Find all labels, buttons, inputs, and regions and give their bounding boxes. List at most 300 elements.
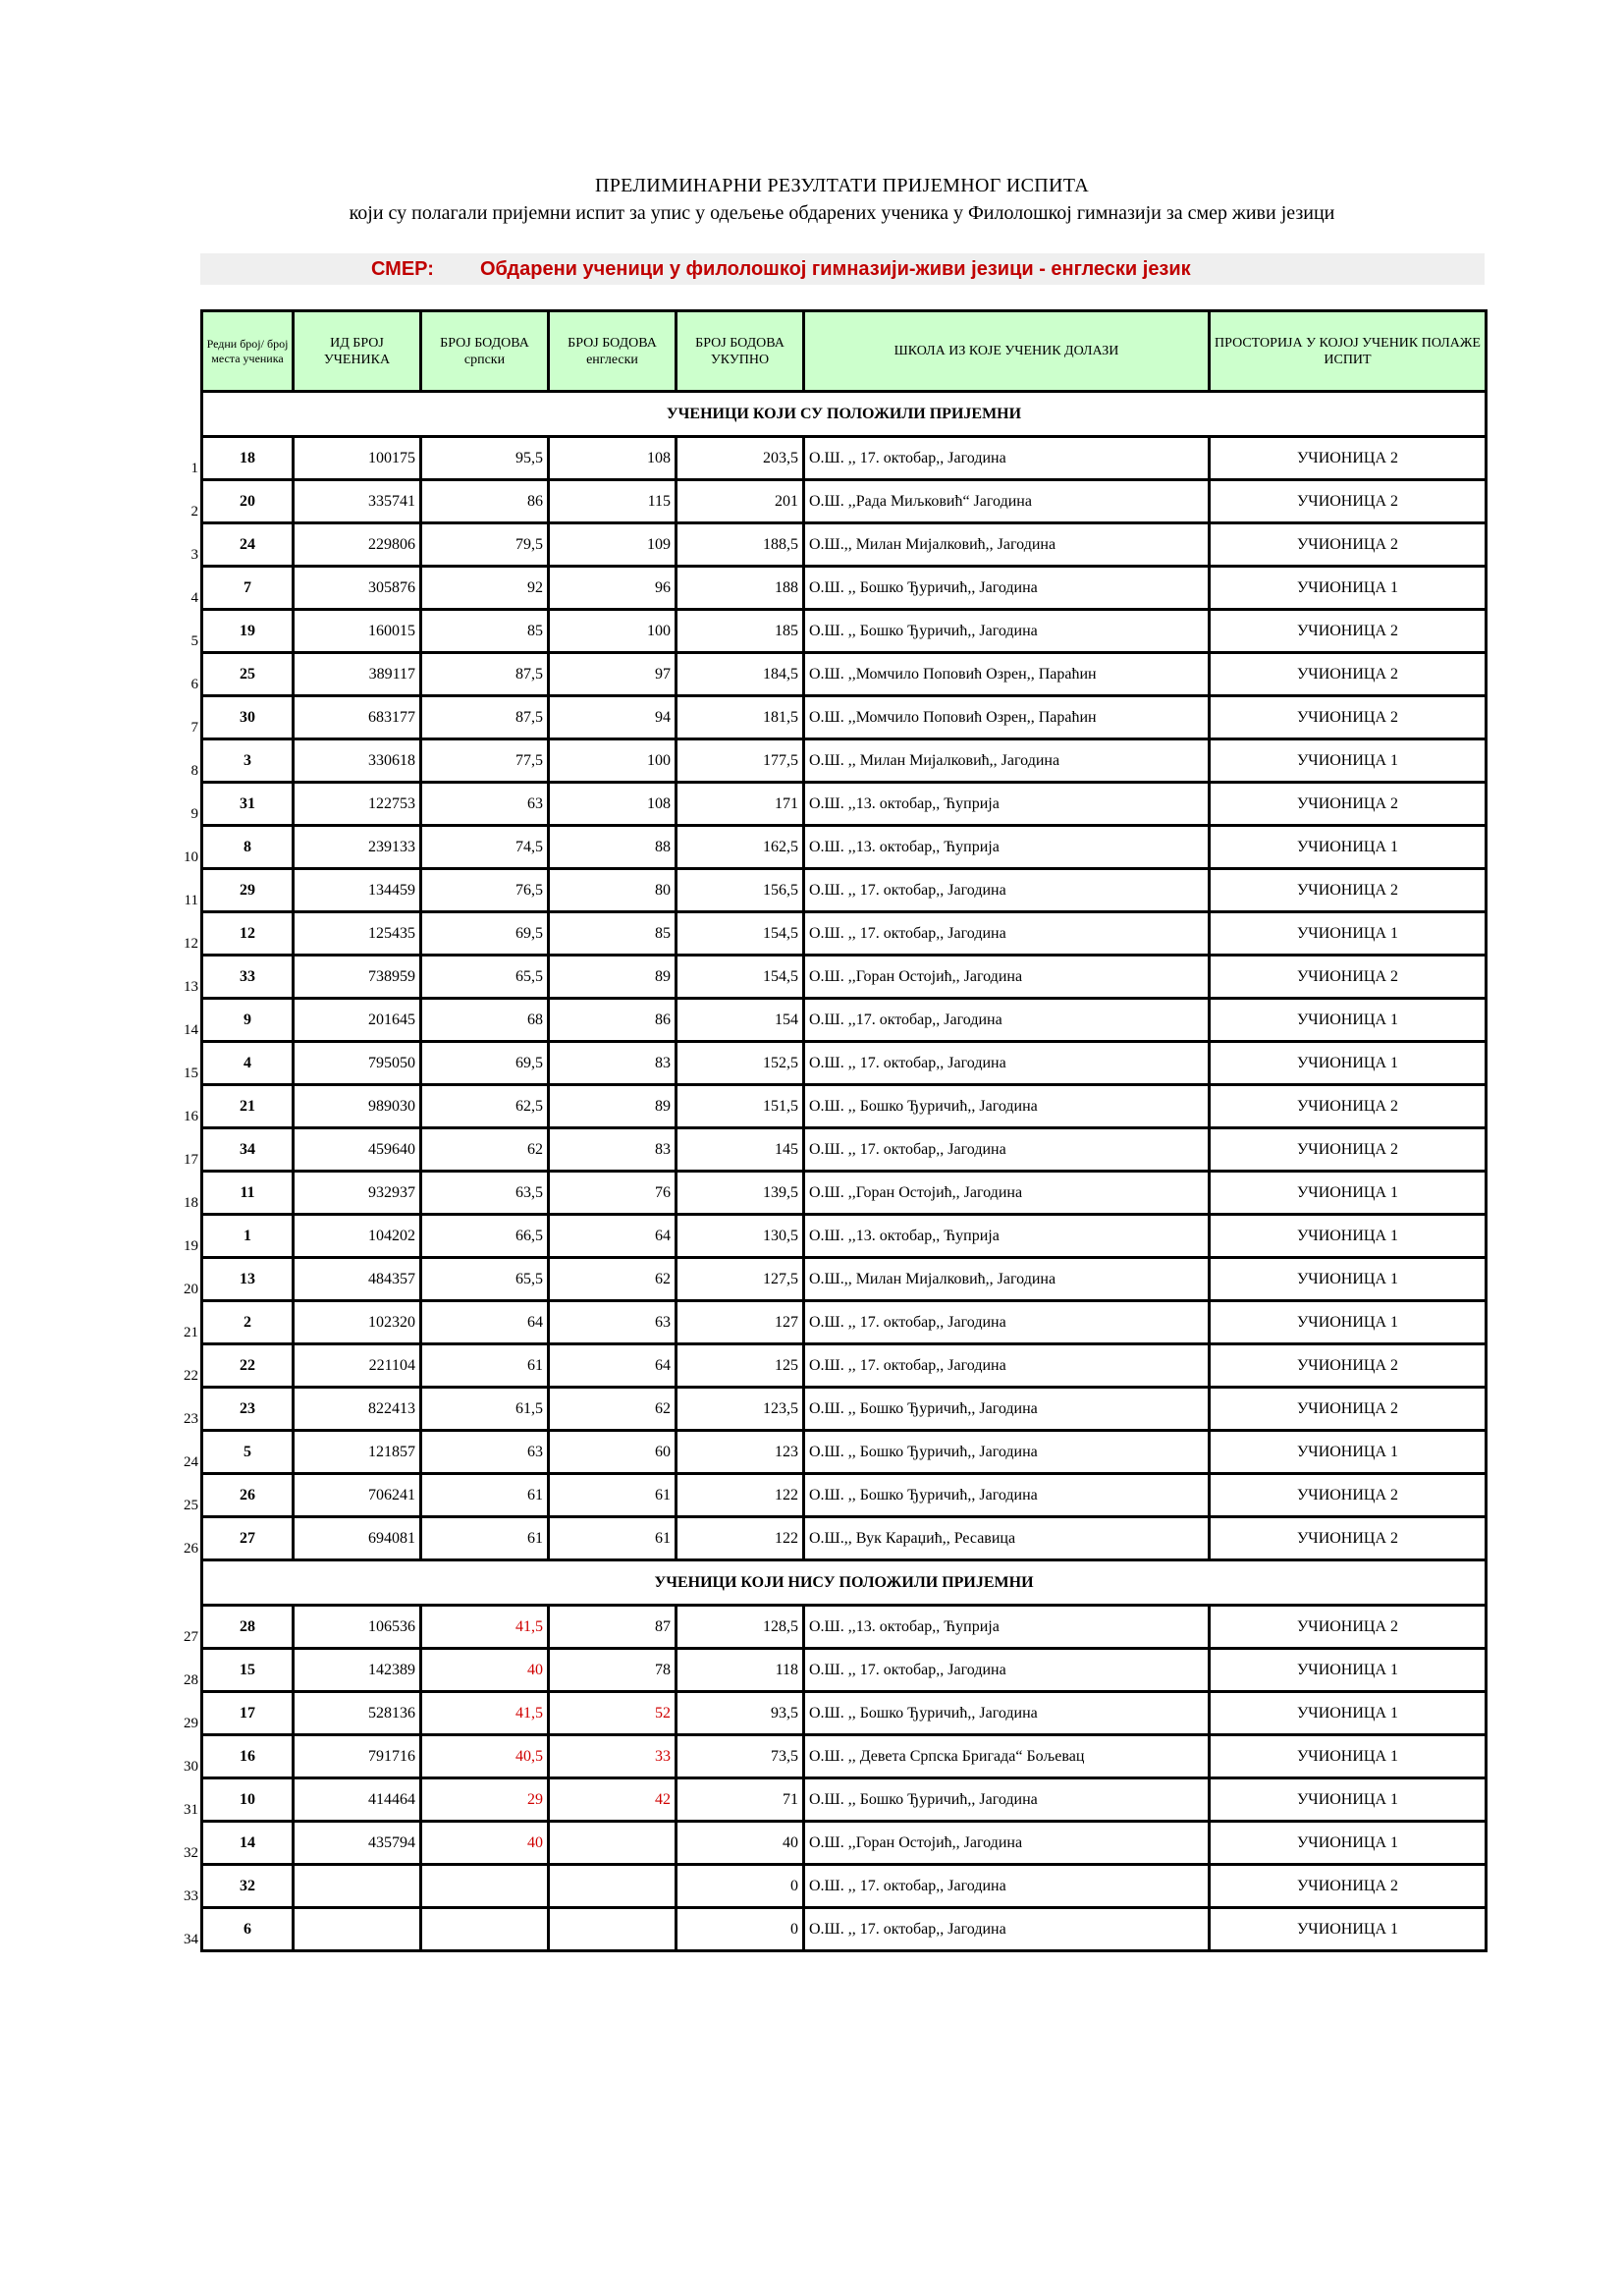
cell-room: УЧИОНИЦА 1 <box>1210 1778 1487 1822</box>
cell-student-id: 122753 <box>294 783 421 826</box>
cell-total-points: 40 <box>677 1822 804 1865</box>
cell-student-id: 389117 <box>294 653 421 696</box>
cell-school: О.Ш. ,, Бошко Ђуричић,, Јагодина <box>804 1388 1210 1431</box>
cell-english-points: 108 <box>549 437 677 480</box>
cell-serbian-points: 62 <box>421 1128 549 1172</box>
row-number: 33 <box>184 1888 198 1904</box>
cell-room: УЧИОНИЦА 1 <box>1210 1042 1487 1085</box>
cell-total-points: 188 <box>677 567 804 610</box>
cell-english-points: 80 <box>549 869 677 912</box>
cell-english-points <box>549 1822 677 1865</box>
cell-student-id: 795050 <box>294 1042 421 1085</box>
cell-total-points: 139,5 <box>677 1172 804 1215</box>
cell-total-points: 73,5 <box>677 1735 804 1778</box>
table-row <box>202 912 1487 956</box>
cell-rank: 32 <box>202 1865 294 1908</box>
cell-english-points: 42 <box>549 1778 677 1822</box>
cell-room: УЧИОНИЦА 2 <box>1210 480 1487 523</box>
cell-total-points: 177,5 <box>677 739 804 783</box>
cell-serbian-points: 40,5 <box>421 1735 549 1778</box>
table-row <box>202 1042 1487 1085</box>
cell-rank: 16 <box>202 1735 294 1778</box>
cell-room: УЧИОНИЦА 1 <box>1210 1215 1487 1258</box>
cell-rank: 22 <box>202 1344 294 1388</box>
cell-school: О.Ш. ,, Бошко Ђуричић,, Јагодина <box>804 1778 1210 1822</box>
cell-student-id: 229806 <box>294 523 421 567</box>
row-number: 26 <box>184 1541 198 1557</box>
cell-total-points: 127,5 <box>677 1258 804 1301</box>
cell-serbian-points: 61 <box>421 1474 549 1517</box>
cell-school: О.Ш.,, Милан Мијалковић,, Јагодина <box>804 1258 1210 1301</box>
row-number: 23 <box>184 1411 198 1427</box>
cell-total-points: 185 <box>677 610 804 653</box>
track-banner <box>200 253 1485 285</box>
cell-school: О.Ш. ,, Милан Мијалковић,, Јагодина <box>804 739 1210 783</box>
cell-english-points: 33 <box>549 1735 677 1778</box>
track-label: СМЕР: <box>371 258 434 280</box>
cell-room: УЧИОНИЦА 2 <box>1210 1865 1487 1908</box>
table-row <box>202 869 1487 912</box>
cell-serbian-points: 85 <box>421 610 549 653</box>
table-row <box>202 1649 1487 1692</box>
row-number: 7 <box>190 720 198 736</box>
cell-serbian-points: 63 <box>421 783 549 826</box>
cell-rank: 33 <box>202 956 294 999</box>
cell-room: УЧИОНИЦА 2 <box>1210 653 1487 696</box>
cell-student-id: 738959 <box>294 956 421 999</box>
cell-english-points: 100 <box>549 610 677 653</box>
table-row <box>202 480 1487 523</box>
cell-room: УЧИОНИЦА 2 <box>1210 956 1487 999</box>
col-header-rank: Редни број/ број места ученика <box>202 311 294 392</box>
header-row <box>202 311 1487 392</box>
cell-english-points: 97 <box>549 653 677 696</box>
cell-student-id: 142389 <box>294 1649 421 1692</box>
cell-rank: 14 <box>202 1822 294 1865</box>
row-number: 1 <box>190 461 198 476</box>
cell-total-points: 162,5 <box>677 826 804 869</box>
cell-student-id: 989030 <box>294 1085 421 1128</box>
table-row <box>202 1128 1487 1172</box>
cell-rank: 11 <box>202 1172 294 1215</box>
cell-total-points: 123,5 <box>677 1388 804 1431</box>
cell-school: О.Ш. ,, Бошко Ђуричић,, Јагодина <box>804 1474 1210 1517</box>
cell-serbian-points: 41,5 <box>421 1606 549 1649</box>
cell-student-id <box>294 1908 421 1951</box>
cell-total-points: 154,5 <box>677 956 804 999</box>
cell-room: УЧИОНИЦА 2 <box>1210 1085 1487 1128</box>
table-row <box>202 783 1487 826</box>
cell-rank: 31 <box>202 783 294 826</box>
cell-rank: 18 <box>202 437 294 480</box>
table-row <box>202 523 1487 567</box>
cell-rank: 21 <box>202 1085 294 1128</box>
row-number: 18 <box>184 1195 198 1211</box>
cell-english-points: 61 <box>549 1517 677 1560</box>
page-title: ПРЕЛИМИНАРНИ РЕЗУЛТАТИ ПРИЈЕМНОГ ИСПИТА <box>594 175 1090 196</box>
cell-english-points: 86 <box>549 999 677 1042</box>
cell-english-points: 62 <box>549 1258 677 1301</box>
cell-total-points: 156,5 <box>677 869 804 912</box>
cell-student-id: 330618 <box>294 739 421 783</box>
cell-serbian-points: 68 <box>421 999 549 1042</box>
table-row <box>202 1258 1487 1301</box>
table-row <box>202 1735 1487 1778</box>
table-row <box>202 826 1487 869</box>
cell-student-id: 305876 <box>294 567 421 610</box>
cell-english-points: 96 <box>549 567 677 610</box>
row-number: 34 <box>184 1932 198 1947</box>
row-number: 9 <box>190 806 198 822</box>
cell-rank: 3 <box>202 739 294 783</box>
cell-serbian-points: 87,5 <box>421 696 549 739</box>
cell-room: УЧИОНИЦА 2 <box>1210 1388 1487 1431</box>
cell-room: УЧИОНИЦА 2 <box>1210 783 1487 826</box>
section-passed <box>202 392 1487 437</box>
cell-total-points: 130,5 <box>677 1215 804 1258</box>
row-number: 15 <box>184 1066 198 1081</box>
cell-english-points: 89 <box>549 1085 677 1128</box>
cell-school: О.Ш. ,,Момчило Поповић Озрен,, Параћин <box>804 653 1210 696</box>
cell-student-id: 822413 <box>294 1388 421 1431</box>
row-number: 25 <box>184 1498 198 1513</box>
cell-total-points: 122 <box>677 1474 804 1517</box>
row-number: 31 <box>184 1802 198 1818</box>
cell-total-points: 122 <box>677 1517 804 1560</box>
cell-serbian-points: 29 <box>421 1778 549 1822</box>
cell-english-points: 60 <box>549 1431 677 1474</box>
cell-total-points: 201 <box>677 480 804 523</box>
cell-school: О.Ш. ,,13. октобар,, Ћуприја <box>804 1606 1210 1649</box>
cell-room: УЧИОНИЦА 1 <box>1210 1172 1487 1215</box>
cell-english-points: 83 <box>549 1128 677 1172</box>
row-number: 32 <box>184 1845 198 1861</box>
cell-serbian-points: 65,5 <box>421 956 549 999</box>
cell-total-points: 0 <box>677 1865 804 1908</box>
row-number: 22 <box>184 1368 198 1384</box>
cell-student-id: 528136 <box>294 1692 421 1735</box>
cell-student-id: 932937 <box>294 1172 421 1215</box>
cell-school: О.Ш. ,, 17. октобар,, Јагодина <box>804 1649 1210 1692</box>
cell-total-points: 145 <box>677 1128 804 1172</box>
cell-serbian-points: 69,5 <box>421 1042 549 1085</box>
cell-school: О.Ш. ,, 17. октобар,, Јагодина <box>804 437 1210 480</box>
cell-room: УЧИОНИЦА 1 <box>1210 1258 1487 1301</box>
cell-student-id: 335741 <box>294 480 421 523</box>
page-subtitle: који су полагали пријемни испит за упис у одељење обдарених ученика у Филолошкој гимназији за смер живи језици <box>349 202 1335 224</box>
cell-total-points: 71 <box>677 1778 804 1822</box>
cell-school: О.Ш. ,, 17. октобар,, Јагодина <box>804 1042 1210 1085</box>
cell-school: О.Ш. ,,Горан Остојић,, Јагодина <box>804 1172 1210 1215</box>
cell-student-id: 102320 <box>294 1301 421 1344</box>
section-failed <box>202 1560 1487 1606</box>
cell-rank: 30 <box>202 696 294 739</box>
row-number: 28 <box>184 1672 198 1688</box>
cell-school: О.Ш. ,, Бошко Ђуричић,, Јагодина <box>804 567 1210 610</box>
cell-total-points: 118 <box>677 1649 804 1692</box>
cell-school: О.Ш.,, Вук Караџић,, Ресавица <box>804 1517 1210 1560</box>
table-row <box>202 956 1487 999</box>
row-number: 13 <box>184 979 198 995</box>
cell-english-points: 89 <box>549 956 677 999</box>
cell-total-points: 93,5 <box>677 1692 804 1735</box>
cell-rank: 24 <box>202 523 294 567</box>
cell-serbian-points: 76,5 <box>421 869 549 912</box>
cell-school: О.Ш. ,, Бошко Ђуричић,, Јагодина <box>804 610 1210 653</box>
table-row <box>202 1865 1487 1908</box>
cell-serbian-points: 79,5 <box>421 523 549 567</box>
cell-school: О.Ш. ,, Девета Српска Бригада“ Бољевац <box>804 1735 1210 1778</box>
cell-room: УЧИОНИЦА 1 <box>1210 1908 1487 1951</box>
cell-serbian-points: 40 <box>421 1822 549 1865</box>
cell-total-points: 0 <box>677 1908 804 1951</box>
cell-english-points <box>549 1865 677 1908</box>
cell-serbian-points: 69,5 <box>421 912 549 956</box>
cell-student-id: 125435 <box>294 912 421 956</box>
cell-serbian-points: 61 <box>421 1344 549 1388</box>
cell-rank: 29 <box>202 869 294 912</box>
row-number: 4 <box>190 590 198 606</box>
cell-rank: 1 <box>202 1215 294 1258</box>
row-number: 10 <box>184 849 198 865</box>
cell-school: О.Ш. ,,Горан Остојић,, Јагодина <box>804 1822 1210 1865</box>
table-row <box>202 1431 1487 1474</box>
cell-english-points: 64 <box>549 1344 677 1388</box>
row-number: 24 <box>184 1454 198 1470</box>
cell-serbian-points: 92 <box>421 567 549 610</box>
cell-serbian-points: 62,5 <box>421 1085 549 1128</box>
cell-total-points: 123 <box>677 1431 804 1474</box>
col-header-serbian: БРОЈ БОДОВА српски <box>421 311 549 392</box>
cell-rank: 20 <box>202 480 294 523</box>
col-header-room: ПРОСТОРИЈА У КОЈОЈ УЧЕНИК ПОЛАЖЕ ИСПИТ <box>1210 311 1487 392</box>
cell-room: УЧИОНИЦА 2 <box>1210 523 1487 567</box>
cell-student-id: 435794 <box>294 1822 421 1865</box>
cell-rank: 13 <box>202 1258 294 1301</box>
cell-rank: 9 <box>202 999 294 1042</box>
cell-rank: 26 <box>202 1474 294 1517</box>
cell-school: О.Ш. ,,Рада Миљковић“ Јагодина <box>804 480 1210 523</box>
cell-serbian-points: 40 <box>421 1649 549 1692</box>
cell-total-points: 152,5 <box>677 1042 804 1085</box>
results-table <box>200 309 1488 1952</box>
cell-english-points: 62 <box>549 1388 677 1431</box>
cell-total-points: 128,5 <box>677 1606 804 1649</box>
row-number: 2 <box>190 504 198 519</box>
cell-school: О.Ш. ,,Горан Остојић,, Јагодина <box>804 956 1210 999</box>
col-header-english: БРОЈ БОДОВА енглески <box>549 311 677 392</box>
cell-serbian-points <box>421 1865 549 1908</box>
cell-student-id: 134459 <box>294 869 421 912</box>
table-row <box>202 610 1487 653</box>
cell-room: УЧИОНИЦА 2 <box>1210 1474 1487 1517</box>
cell-room: УЧИОНИЦА 1 <box>1210 1649 1487 1692</box>
cell-english-points: 78 <box>549 1649 677 1692</box>
cell-school: О.Ш. ,, 17. октобар,, Јагодина <box>804 1908 1210 1951</box>
table-row <box>202 1344 1487 1388</box>
cell-school: О.Ш. ,, 17. октобар,, Јагодина <box>804 1865 1210 1908</box>
cell-serbian-points: 63 <box>421 1431 549 1474</box>
table-row <box>202 1215 1487 1258</box>
table-row <box>202 1474 1487 1517</box>
cell-total-points: 188,5 <box>677 523 804 567</box>
cell-english-points: 109 <box>549 523 677 567</box>
cell-serbian-points: 64 <box>421 1301 549 1344</box>
row-number: 27 <box>184 1629 198 1645</box>
table-row <box>202 1692 1487 1735</box>
cell-rank: 12 <box>202 912 294 956</box>
cell-school: О.Ш. ,,Момчило Поповић Озрен,, Параћин <box>804 696 1210 739</box>
row-number: 20 <box>184 1282 198 1297</box>
cell-room: УЧИОНИЦА 1 <box>1210 826 1487 869</box>
cell-serbian-points: 41,5 <box>421 1692 549 1735</box>
cell-room: УЧИОНИЦА 2 <box>1210 610 1487 653</box>
cell-room: УЧИОНИЦА 1 <box>1210 1692 1487 1735</box>
cell-english-points: 108 <box>549 783 677 826</box>
cell-school: О.Ш. ,,17. октобар,, Јагодина <box>804 999 1210 1042</box>
cell-total-points: 171 <box>677 783 804 826</box>
cell-rank: 23 <box>202 1388 294 1431</box>
cell-student-id: 160015 <box>294 610 421 653</box>
cell-total-points: 127 <box>677 1301 804 1344</box>
cell-english-points: 85 <box>549 912 677 956</box>
cell-room: УЧИОНИЦА 2 <box>1210 437 1487 480</box>
cell-serbian-points: 77,5 <box>421 739 549 783</box>
cell-english-points: 76 <box>549 1172 677 1215</box>
cell-school: О.Ш. ,,13. октобар,, Ћуприја <box>804 1215 1210 1258</box>
cell-english-points: 115 <box>549 480 677 523</box>
cell-student-id: 201645 <box>294 999 421 1042</box>
table-row <box>202 437 1487 480</box>
col-header-total: БРОЈ БОДОВА УКУПНО <box>677 311 804 392</box>
cell-english-points: 94 <box>549 696 677 739</box>
table-row <box>202 653 1487 696</box>
cell-room: УЧИОНИЦА 1 <box>1210 999 1487 1042</box>
table-row <box>202 739 1487 783</box>
cell-student-id: 106536 <box>294 1606 421 1649</box>
cell-serbian-points: 63,5 <box>421 1172 549 1215</box>
cell-rank: 8 <box>202 826 294 869</box>
cell-student-id: 484357 <box>294 1258 421 1301</box>
cell-school: О.Ш. ,, 17. октобар,, Јагодина <box>804 869 1210 912</box>
row-number: 29 <box>184 1716 198 1731</box>
cell-serbian-points: 86 <box>421 480 549 523</box>
cell-student-id <box>294 1865 421 1908</box>
cell-room: УЧИОНИЦА 1 <box>1210 739 1487 783</box>
cell-rank: 17 <box>202 1692 294 1735</box>
cell-rank: 27 <box>202 1517 294 1560</box>
row-number: 5 <box>190 633 198 649</box>
cell-room: УЧИОНИЦА 1 <box>1210 912 1487 956</box>
row-number: 12 <box>184 936 198 952</box>
cell-english-points <box>549 1908 677 1951</box>
cell-room: УЧИОНИЦА 1 <box>1210 1735 1487 1778</box>
table-row <box>202 696 1487 739</box>
cell-student-id: 104202 <box>294 1215 421 1258</box>
cell-english-points: 100 <box>549 739 677 783</box>
row-number: 11 <box>184 893 198 908</box>
cell-english-points: 83 <box>549 1042 677 1085</box>
cell-english-points: 52 <box>549 1692 677 1735</box>
cell-school: О.Ш. ,,13. октобар,, Ћуприја <box>804 826 1210 869</box>
table-row <box>202 1606 1487 1649</box>
row-number: 14 <box>184 1022 198 1038</box>
cell-student-id: 221104 <box>294 1344 421 1388</box>
cell-serbian-points <box>421 1908 549 1951</box>
cell-room: УЧИОНИЦА 2 <box>1210 869 1487 912</box>
cell-serbian-points: 66,5 <box>421 1215 549 1258</box>
cell-school: О.Ш. ,, 17. октобар,, Јагодина <box>804 1128 1210 1172</box>
cell-total-points: 151,5 <box>677 1085 804 1128</box>
cell-room: УЧИОНИЦА 2 <box>1210 1606 1487 1649</box>
table-row <box>202 1388 1487 1431</box>
row-number: 3 <box>190 547 198 563</box>
cell-total-points: 184,5 <box>677 653 804 696</box>
row-number: 17 <box>184 1152 198 1168</box>
cell-rank: 28 <box>202 1606 294 1649</box>
row-number: 21 <box>184 1325 198 1340</box>
cell-english-points: 61 <box>549 1474 677 1517</box>
cell-english-points: 88 <box>549 826 677 869</box>
cell-rank: 10 <box>202 1778 294 1822</box>
cell-rank: 5 <box>202 1431 294 1474</box>
cell-english-points: 63 <box>549 1301 677 1344</box>
cell-student-id: 100175 <box>294 437 421 480</box>
cell-room: УЧИОНИЦА 1 <box>1210 1301 1487 1344</box>
cell-student-id: 791716 <box>294 1735 421 1778</box>
table-row <box>202 1172 1487 1215</box>
table-row <box>202 1085 1487 1128</box>
cell-student-id: 414464 <box>294 1778 421 1822</box>
row-number: 16 <box>184 1109 198 1124</box>
cell-rank: 2 <box>202 1301 294 1344</box>
cell-total-points: 181,5 <box>677 696 804 739</box>
table-row <box>202 1908 1487 1951</box>
row-number: 30 <box>184 1759 198 1775</box>
cell-rank: 4 <box>202 1042 294 1085</box>
section-failed-title: УЧЕНИЦИ КОЈИ НИСУ ПОЛОЖИЛИ ПРИЈЕМНИ <box>202 1560 1487 1606</box>
col-header-id: ИД БРОЈ УЧЕНИКА <box>294 311 421 392</box>
cell-rank: 7 <box>202 567 294 610</box>
col-header-school: ШКОЛА ИЗ КОЈЕ УЧЕНИК ДОЛАЗИ <box>804 311 1210 392</box>
row-number: 8 <box>190 763 198 779</box>
cell-room: УЧИОНИЦА 2 <box>1210 1517 1487 1560</box>
cell-total-points: 154 <box>677 999 804 1042</box>
row-number: 19 <box>184 1238 198 1254</box>
cell-student-id: 459640 <box>294 1128 421 1172</box>
table-row <box>202 1822 1487 1865</box>
cell-student-id: 706241 <box>294 1474 421 1517</box>
cell-serbian-points: 65,5 <box>421 1258 549 1301</box>
cell-student-id: 694081 <box>294 1517 421 1560</box>
cell-rank: 19 <box>202 610 294 653</box>
section-passed-title: УЧЕНИЦИ КОЈИ СУ ПОЛОЖИЛИ ПРИЈЕМНИ <box>202 392 1487 437</box>
cell-room: УЧИОНИЦА 2 <box>1210 696 1487 739</box>
cell-rank: 25 <box>202 653 294 696</box>
cell-school: О.Ш. ,, 17. октобар,, Јагодина <box>804 912 1210 956</box>
cell-school: О.Ш. ,, Бошко Ђуричић,, Јагодина <box>804 1085 1210 1128</box>
cell-student-id: 121857 <box>294 1431 421 1474</box>
cell-serbian-points: 74,5 <box>421 826 549 869</box>
cell-school: О.Ш. ,,13. октобар,, Ћуприја <box>804 783 1210 826</box>
cell-rank: 34 <box>202 1128 294 1172</box>
cell-total-points: 125 <box>677 1344 804 1388</box>
cell-english-points: 87 <box>549 1606 677 1649</box>
cell-serbian-points: 87,5 <box>421 653 549 696</box>
cell-serbian-points: 95,5 <box>421 437 549 480</box>
cell-serbian-points: 61 <box>421 1517 549 1560</box>
cell-student-id: 239133 <box>294 826 421 869</box>
